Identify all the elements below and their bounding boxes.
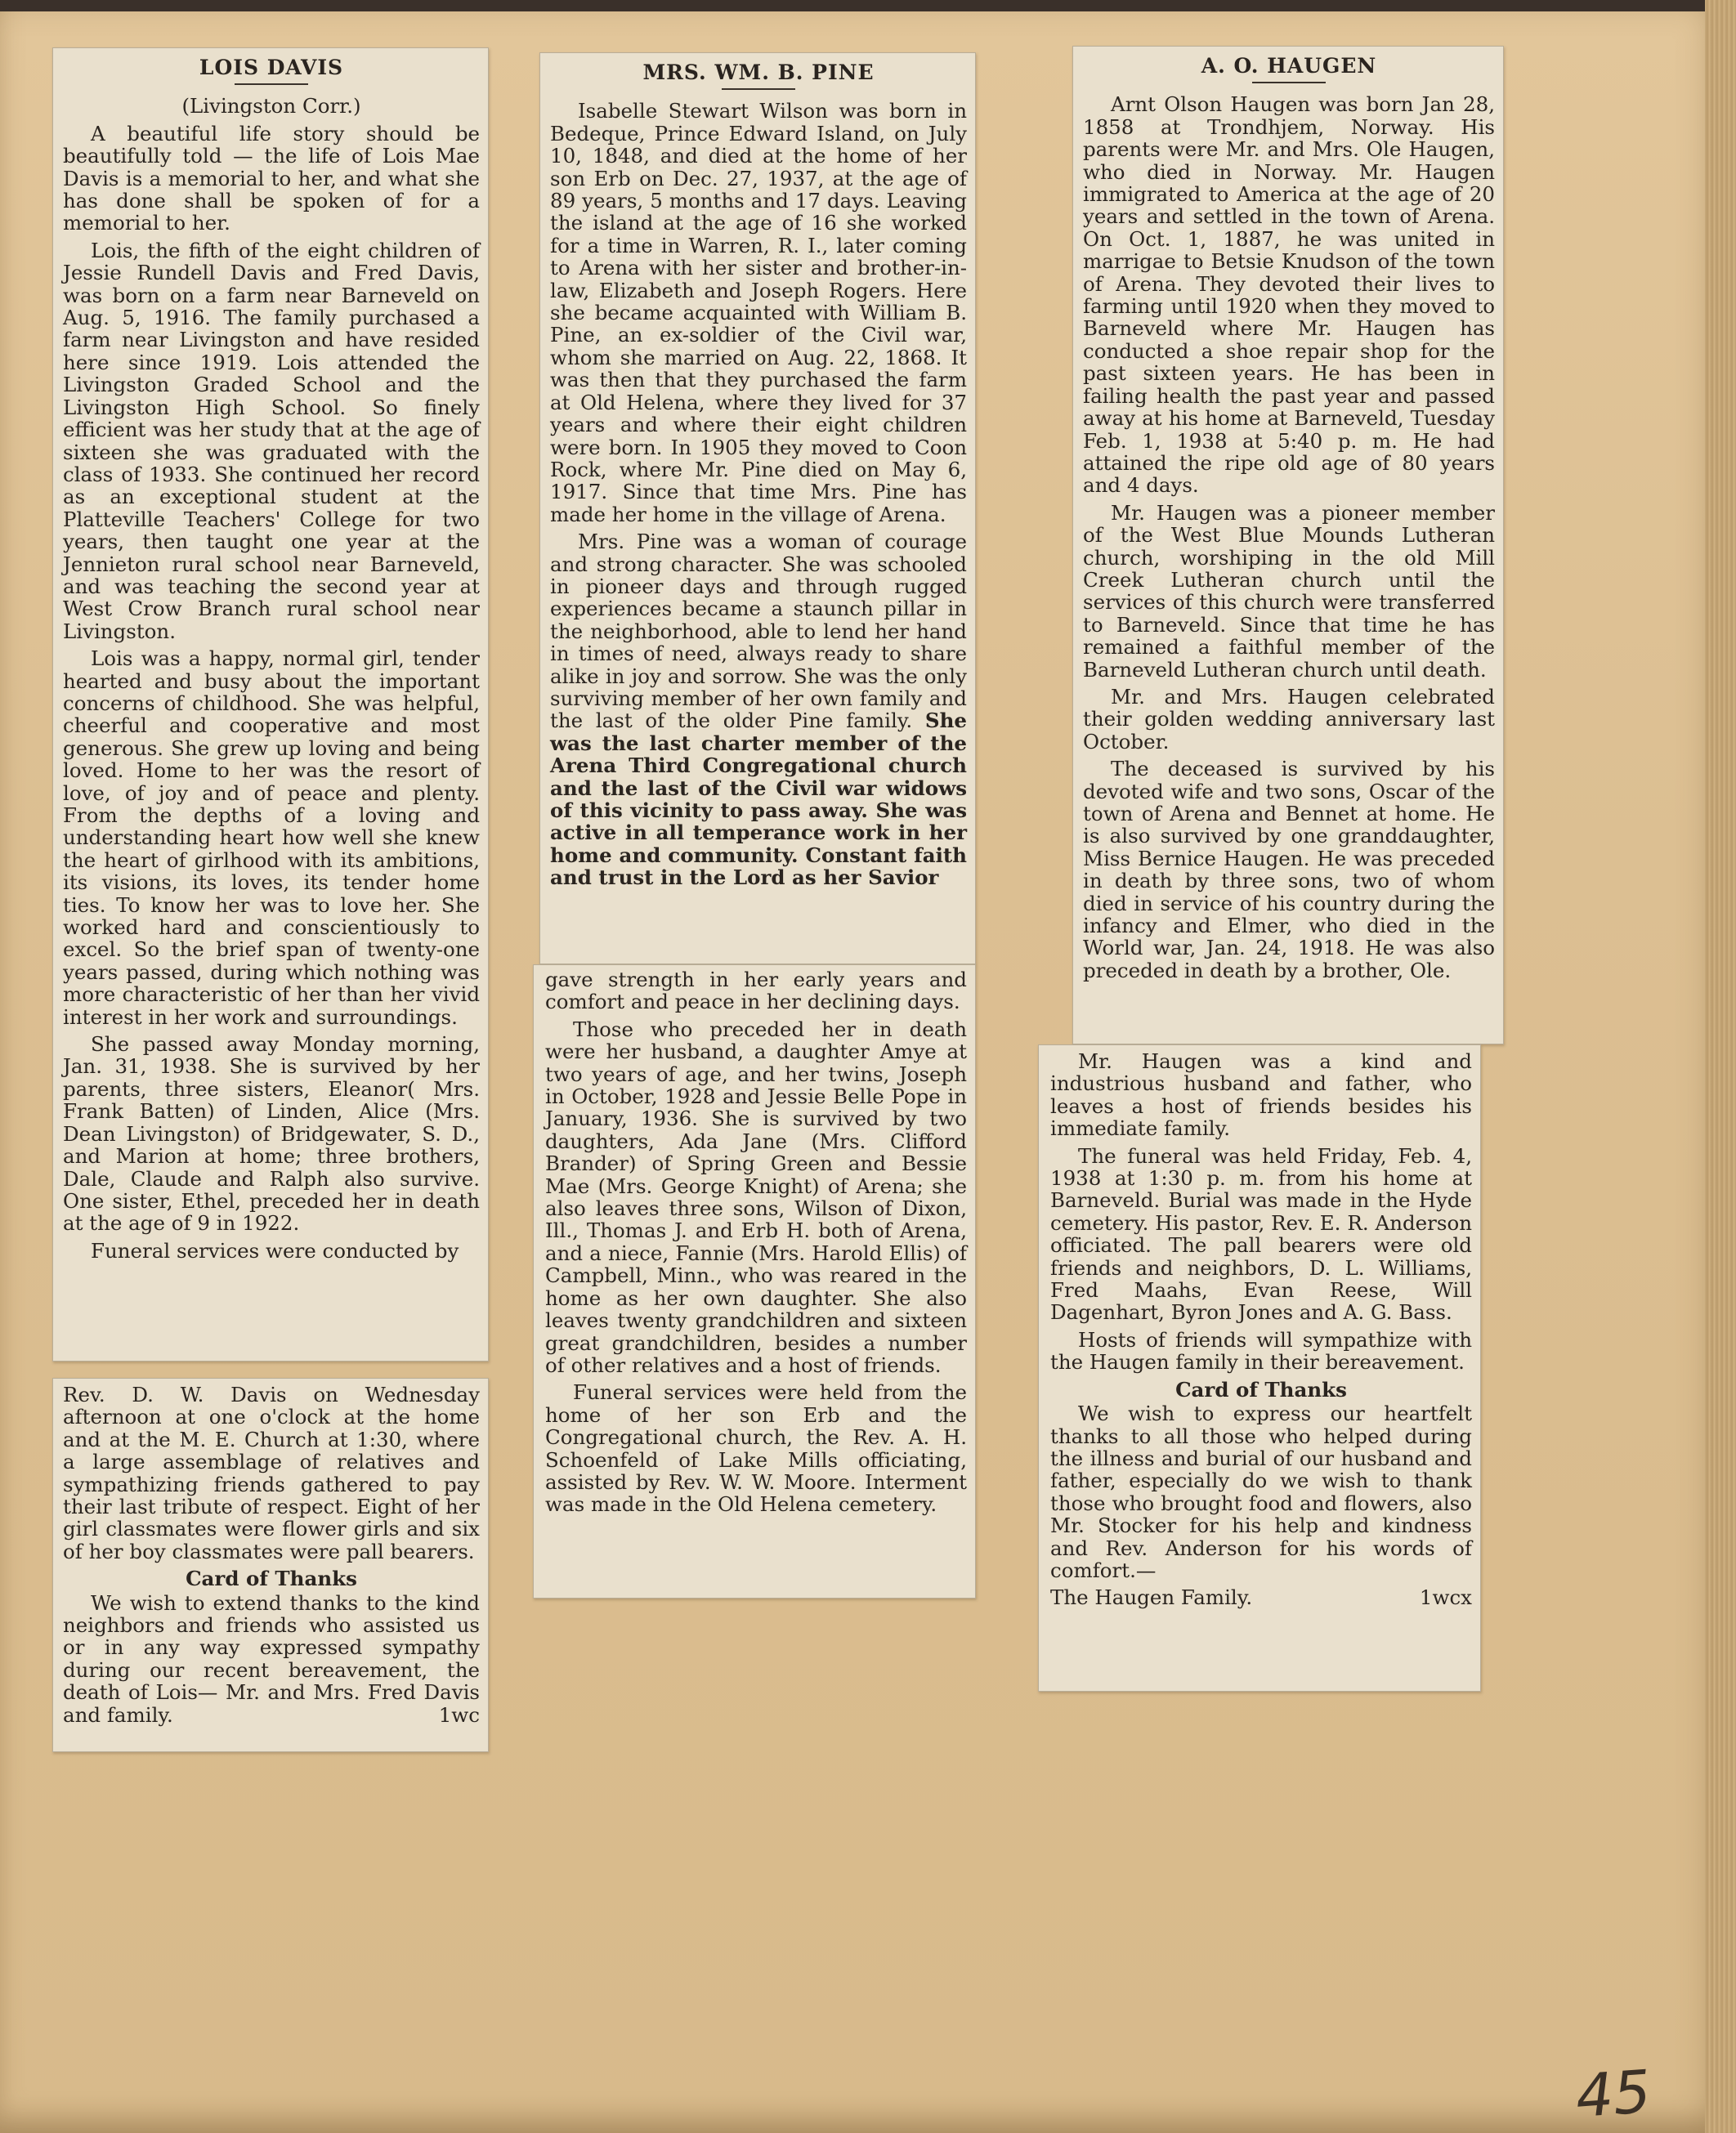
headline-lois-davis: LOIS DAVIS bbox=[199, 56, 344, 79]
paragraph: The deceased is survived by his devoted wife and two sons, Oscar of the town of Arena and Bennet at home. He is also survived by one granddaughter, Miss Bernice Haugen. He was preceded in death by three sons, two of whom died in service of his country during the infancy and Elmer, who died in the World war, Jan. 24, 1918. He was also preceded in death by a brother, Ole. bbox=[1083, 757, 1495, 982]
clipping-lois-davis-continued bbox=[52, 1378, 489, 1752]
card-signature-line bbox=[1050, 1586, 1472, 1608]
paragraph: A beautiful life story should be beautifully told — the life of Lois Mae Davis is a memorial to her, and what she has done shall be spoken of for a memorial to her. bbox=[63, 121, 480, 235]
clipping-lois-davis bbox=[52, 47, 489, 1362]
headline-rule bbox=[722, 88, 795, 90]
paragraph: Mr. Haugen was a pioneer member of the West Blue Mounds Lutheran church, worshiping in the old Mill Creek Lutheran church until the services of this church were transferred to Barneveld. Since that time he has remained a faithful member of the Barneveld Lutheran church until death. bbox=[1083, 500, 1495, 682]
paragraph: Mr. Haugen was a kind and industrious husband and father, who leaves a host of friends besides his immediate family. bbox=[1050, 1049, 1472, 1141]
card-of-thanks-heading: Card of Thanks bbox=[1175, 1377, 1347, 1402]
paragraph: Arnt Olson Haugen was born Jan 28, 1858 at Trondhjem, Norway. His parents were Mr. and Mrs. Ole Haugen, who died in Norway. Mr. Haugen immigrated to America at the age of 20 years and settled in the town of Arena. On Oct. 1, 1887, he was united in marrigae to Betsie Knudson of the town of Arena. They devoted their lives to farming until 1920 when they moved to Barneveld where Mr. Haugen has conducted a shoe repair shop for the past sixteen years. He has been in failing health the past year and passed away at his home at Barneveld, Tuesday Feb. 1, 1938 at 5:40 p. m. He had attained the ripe old age of 80 years and 4 days. bbox=[1083, 92, 1495, 498]
card-of-thanks-heading: Card of Thanks bbox=[186, 1567, 357, 1591]
clipping-mrs-pine bbox=[539, 52, 976, 964]
paragraph: Mrs. Pine was a woman of courage and strong character. She was schooled in pioneer days and through rugged experiences became a staunch pillar in the neighborhood, able to lend her hand in times of need, always ready to share alike in joy and sorrow. She was the only surviving member of her own family and the last of the older Pine family. She was the last charter member of the Arena Third Congregational church and the last of the Civil war widows of this vicinity to pass away. She was active in all temperance work in her home and community. Constant faith and trust in the Lord as her Savior bbox=[550, 530, 968, 890]
correspondent-line: (Livingston Corr.) bbox=[181, 94, 361, 118]
card-of-thanks-text: We wish to extend thanks to the kind neighbors and friends who assisted us or in any way expressed sympathy during our recent bereavement, the death of Lois— Mr. and Mrs. Fred Davis and family. 1wc bbox=[63, 1590, 480, 1727]
clipping-haugen bbox=[1072, 46, 1504, 1044]
paragraph: The funeral was held Friday, Feb. 4, 1938 at 1:30 p. m. from his home at Barneveld. Burial was made in the Hyde cemetery. His pastor, Rev. E. R. Anderson officiated. The pall bearers were old friends and neighbors, D. L. Williams, Fred Maahs, Evan Reese, Will Dagenhart, Byron Jones and A. G. Bass. bbox=[1050, 1143, 1472, 1325]
paragraph: Lois, the fifth of the eight children of Jessie Rundell Davis and Fred Davis, was born on a farm near Barneveld on Aug. 5, 1916. The family purchased a farm near Livingston and have resided here since 1919. Lois attended the Livingston Graded School and the Livingston High School. So finely efficient was her study that at the age of sixteen she was graduated with the class of 1933. She continued her record as an exceptional student at the Platteville Teachers' College for two years, then taught one year at the Jennieton rural school near Barneveld, and was teaching the second year at West Crow Branch rural school near Livingston. bbox=[63, 238, 480, 643]
handwritten-page-number: 45 bbox=[1573, 2056, 1653, 2131]
card-of-thanks-text: We wish to express our heartfelt thanks to all those who helped during the illness and burial of our husband and father, especially do we wish to thank those who brought food and flowers, also Mr. Stocker for his help and kindness and Rev. Anderson for his words of comfort.— bbox=[1050, 1402, 1472, 1582]
paragraph: She passed away Monday morning, Jan. 31, 1938. She is survived by her parents, three sisters, Eleanor( Mrs. Frank Batten) of Linden, Alice (Mrs. Dean Livingston) of Bridgewater, S. D., and Marion at home; three brothers, Dale, Claude and Ralph also survive. One sister, Ethel, preceded her in death at the age of 9 in 1922. bbox=[63, 1032, 480, 1236]
paragraph: Funeral services were conducted by bbox=[91, 1238, 459, 1263]
page-top-edge bbox=[0, 0, 1736, 11]
insertion-code: 1wcx bbox=[1419, 1585, 1472, 1610]
clipping-haugen-continued bbox=[1038, 1044, 1481, 1692]
paragraph: Hosts of friends will sympathize with the Haugen family in their bereavement. bbox=[1050, 1327, 1472, 1375]
headline-mrs-pine: MRS. WM. B. PINE bbox=[642, 60, 875, 84]
paragraph: Those who preceded her in death were her husband, a daughter Amye at two years of age, and her twins, Joseph in October, 1928 and Jessie Belle Pope in January, 1936. She is survived by two daughters, Ada Jane (Mrs. Clifford Brander) of Spring Green and Bessie Mae (Mrs. George Knight) of Arena; she also leaves three sons, Wilson of Dixon, Ill., Thomas J. and Erb H. both of Arena, and a niece, Fannie (Mrs. Harold Ellis) of Campbell, Minn., who was reared in the home as her own daughter. She also leaves twenty grandchildren and sixteen great grandchildren, besides a number of other relatives and a host of friends. bbox=[545, 1017, 967, 1377]
bold-passage: She was the last charter member of the Arena Third Congregational church and the last of the Civil war widows of this vicinity to pass away. She was active in all temperance work in her home and community. Constant faith and trust in the Lord as her Savior bbox=[550, 709, 968, 890]
page-stack-edges bbox=[1705, 0, 1736, 2133]
headline-rule bbox=[1252, 82, 1326, 83]
card-signature: The Haugen Family. bbox=[1050, 1585, 1253, 1610]
paragraph: Lois was a happy, normal girl, tender hearted and busy about the important concerns of childhood. She was helpful, cheerful and cooperative and most generous. She grew up loving and being loved. Home to her was the resort of love, of joy and of peace and plenty. From the depths of a loving and understanding heart how well she knew the heart of girlhood with its ambitions, its visions, its loves, its tender home ties. To know her was to love her. She worked hard and conscientiously to excel. So the brief span of twenty-one years passed, during which nothing was more characteristic of her than her vivid interest in her work and surroundings. bbox=[63, 646, 480, 1029]
paragraph: gave strength in her early years and comfort and peace in her declining days. bbox=[545, 968, 967, 1014]
paragraph: Mr. and Mrs. Haugen celebrated their golden wedding anniversary last October. bbox=[1083, 684, 1495, 753]
paragraph: Isabelle Stewart Wilson was born in Bedeque, Prince Edward Island, on July 10, 1848, and died at the home of her son Erb on Dec. 27, 1937, at the age of 89 years, 5 months and 17 days. Leaving the island at the age of 16 she worked for a time in Warren, R. I., later coming to Arena with her sister and brother-in-law, Elizabeth and Joseph Rogers. Here she became acquainted with William B. Pine, an ex-soldier of the Civil war, whom she married on Aug. 22, 1868. It was then that they purchased the farm at Old Helena, where they lived for 37 years and where their eight children were born. In 1905 they moved to Coon Rock, where Mr. Pine died on May 6, 1917. Since that time Mrs. Pine has made her home in the village of Arena. bbox=[550, 99, 967, 526]
headline-haugen: A. O. HAUGEN bbox=[1201, 54, 1377, 78]
clipping-mrs-pine-continued bbox=[533, 964, 976, 1599]
paragraph: Funeral services were held from the home of her son Erb and the Congregational church, the Rev. A. H. Schoenfeld of Lake Mills officiating, assisted by Rev. W. W. Moore. Interment was made in the Old Helena cemetery. bbox=[545, 1380, 967, 1517]
insertion-code: 1wc bbox=[438, 1702, 480, 1727]
paragraph: Rev. D. W. Davis on Wednesday afternoon at one o'clock at the home and at the M. E. Church at 1:30, where a large assemblage of relatives and sympathizing friends gathered to pay their last tribute of respect. Eight of her girl classmates were flower girls and six of her boy classmates were pall bearers. bbox=[63, 1383, 480, 1563]
headline-rule bbox=[235, 83, 308, 85]
